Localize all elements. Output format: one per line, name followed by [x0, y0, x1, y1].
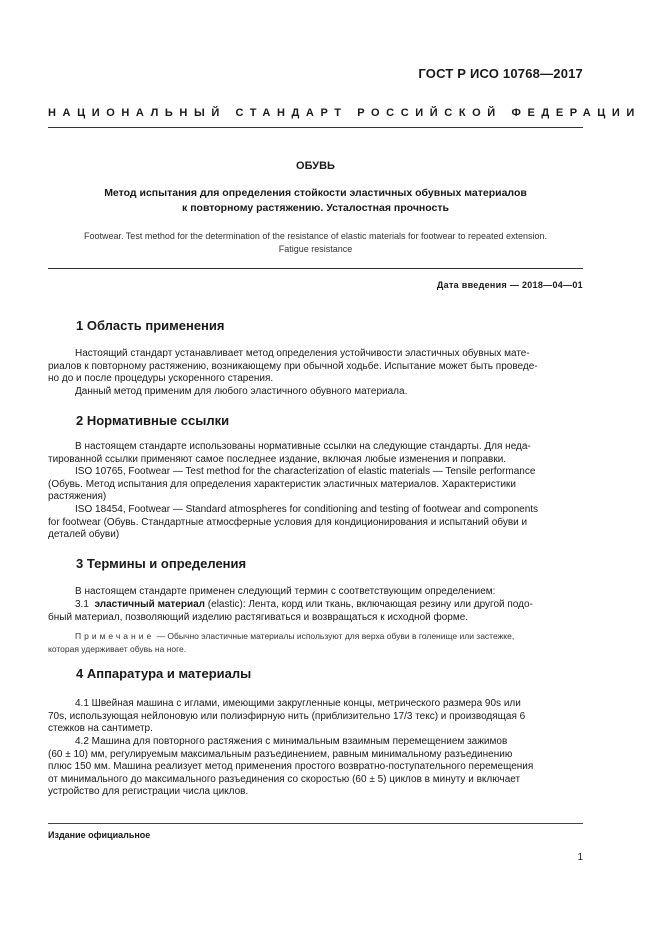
doc-title: ОБУВЬ: [296, 160, 335, 172]
doc-subtitle: [48, 186, 583, 216]
national-standard-banner: НАЦИОНАЛЬНЫЙ СТАНДАРТ РОССИЙСКОЙ ФЕДЕРАЦИИ: [48, 107, 641, 119]
subtitle-line-2: к повторному растяжению. Усталостная прочность: [182, 202, 449, 214]
english-title-line-1: Footwear. Test method for the determination of the resistance of elastic materials for footwear to repeated extension.: [83, 231, 548, 241]
note: Примечание — Обычно эластичные материалы используют для верха обуви в голенище или застежке, которая удерживает обувь на ноге.: [48, 631, 515, 654]
page-number: 1: [577, 852, 583, 863]
standard-code: ГОСТ Р ИСО 10768—2017: [418, 66, 583, 81]
header-rule: [48, 127, 583, 128]
term-elastic-material: эластичный материал: [94, 599, 206, 610]
section-4-heading: 4 Аппаратура и материалы: [76, 666, 252, 681]
section-2-reference-iso10765: ISO 10765, Footwear — Test method for the characterization of elastic materials — Tensile performance (Обувь. Метод испытания для определения характеристик эластичных материалов. Характеристики растяжения): [48, 466, 536, 502]
section-2-paragraph-1: В настоящем стандарте использованы нормативные ссылки на следующие стандарты. Для неда- тированной ссылки применяют самое последнее издание, включая любые изменения и поправки.: [48, 441, 531, 465]
section-2-heading: 2 Нормативные ссылки: [76, 413, 230, 428]
section-2-reference-iso18454: ISO 18454, Footwear — Standard atmospheres for conditioning and testing of footwear and components for footwear (Обувь. Стандартные атмосферные условия для кондиционирования и испытаний обуви и деталей обуви): [48, 504, 539, 540]
section-3-paragraph-1: В настоящем стандарте применен следующий термин с соответствующим определением:: [75, 586, 496, 597]
section-4-item-4-1: 4.1 Швейная машина с иглами, имеющими закругленные концы, метрического размера 90s или 70s, использующая нейлоновую или полиэфирную нить (приблизительно 17/3 текс) и производящая 6 стежков на сантиметр.: [48, 698, 526, 734]
note-label: Примечание: [75, 631, 155, 641]
section-4-item-4-2: 4.2 Машина для повторного растяжения с минимальным взаимным перемещением зажимов (60 ± 10) мм, регулируемым максимальным разъединением, равным минимальному разъединению плюс 150 мм. Машина реализует метод применения простого возвратно-поступательного перемещения от минимального до максимального разъединения со скоростью (60 ± 5) циклов в минуту и включает устройство для регистрации числа циклов.: [48, 736, 534, 797]
footer-rule: [48, 823, 583, 824]
subtitle-line-1: Метод испытания для определения стойкости эластичных обувных материалов: [104, 187, 527, 199]
english-title-line-2: Fatigue resistance: [278, 244, 353, 254]
section-1-paragraph-1: Настоящий стандарт устанавливает метод определения устойчивости эластичных обувных мате- риалов к повторному растяжению, возникающему при обычной ходьбе. Испытание может быть проведе- но до и после процедуры ускоренного старения.: [48, 348, 538, 384]
english-title: [48, 230, 583, 256]
title-rule: [48, 268, 583, 269]
term-definition: 3.1 эластичный материал (elastic): Лента, корд или ткань, включающая резину или другой подо- бный материал, позволяющий изделию растягиваться и возвращаться к исходной форме.: [48, 599, 533, 623]
section-1-paragraph-2: Данный метод применим для любого эластичного обувного материала.: [75, 386, 408, 397]
section-3-heading: 3 Термины и определения: [76, 556, 247, 571]
official-edition-label: Издание официальное: [48, 830, 151, 840]
section-1-heading: 1 Область применения: [76, 318, 225, 333]
intro-date: Дата введения — 2018—04—01: [436, 280, 583, 290]
